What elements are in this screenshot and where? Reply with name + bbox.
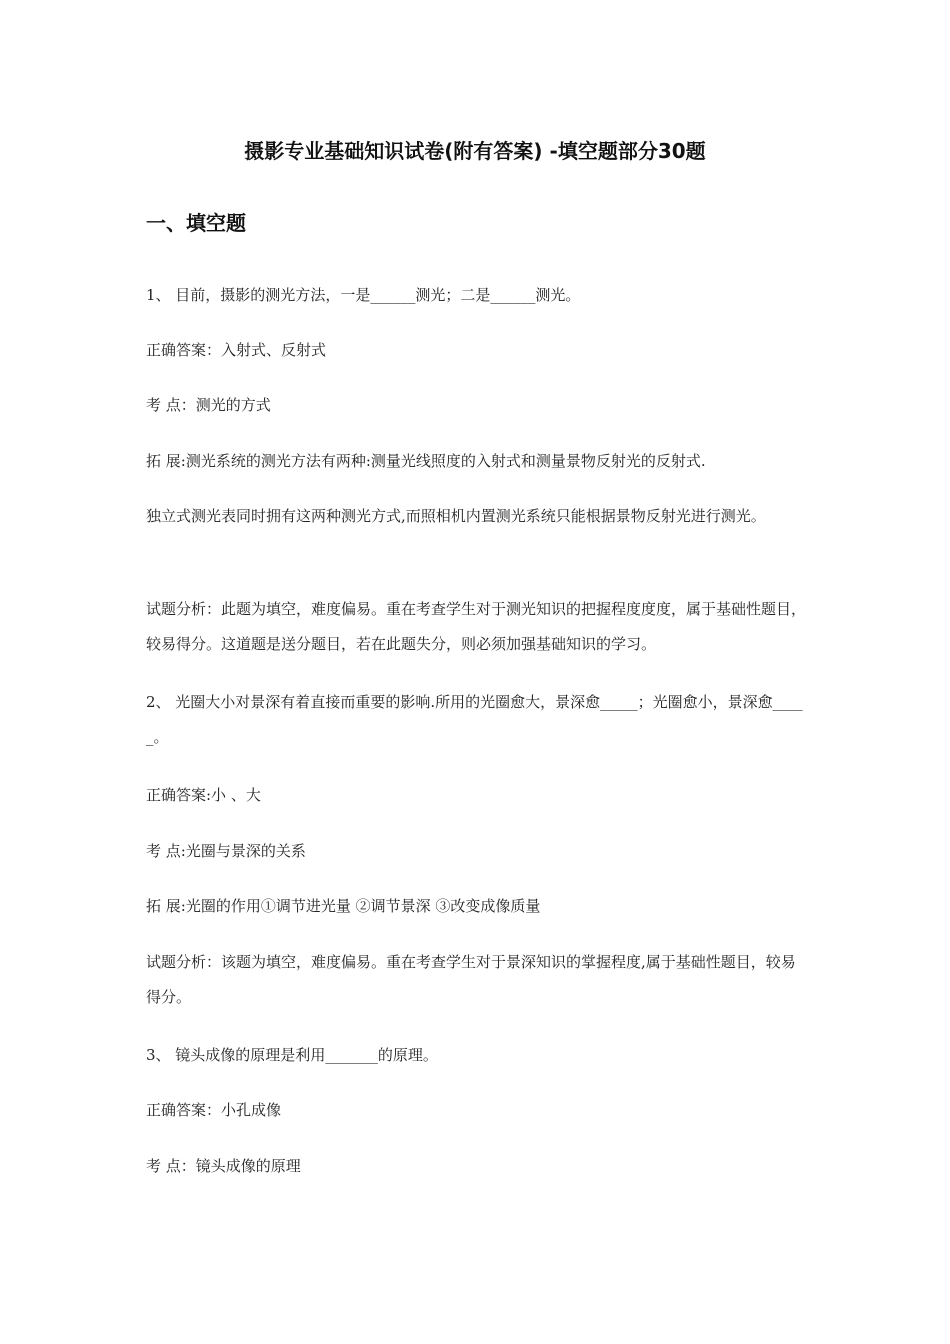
knowledge-point-2: 考 点:光圈与景深的关系 [146, 842, 306, 860]
knowledge-point-3: 考 点：镜头成像的原理 [146, 1157, 301, 1175]
document-title: 摄影专业基础知识试卷(附有答案) -填空题部分30题 [244, 139, 706, 163]
question-1: 1、 目前，摄影的测光方法，一是______测光；二是______测光。 [146, 286, 581, 304]
section-heading: 一、填空题 [146, 211, 246, 235]
extension-1-continued: 独立式测光表同时拥有这两种测光方式,而照相机内置测光系统只能根据景物反射光进行测光。 [146, 507, 766, 525]
analysis-1: 试题分析：此题为填空，难度偏易。重在考查学生对于测光知识的把握程度度度，属于基础性题目，较易得分。这道题是送分题目，若在此题失分，则必须加强基础知识的学习。 [146, 600, 807, 653]
answer-3: 正确答案：小孔成像 [146, 1101, 282, 1119]
extension-2: 拓 展:光圈的作用①调节进光量 ②调节景深 ③改变成像质量 [146, 897, 541, 915]
analysis-2: 试题分析：该题为填空，难度偏易。重在考查学生对于景深知识的掌握程度,属于基础性题目，较易得分。 [146, 953, 796, 1006]
knowledge-point-1: 考 点：测光的方式 [146, 396, 271, 414]
question-3: 3、 镜头成像的原理是利用_______的原理。 [146, 1046, 438, 1064]
answer-2: 正确答案:小 、大 [146, 786, 261, 804]
question-2: 2、 光圈大小对景深有着直接而重要的影响.所用的光圈愈大，景深愈_____；光圈愈小，景深愈_____。 [146, 693, 803, 746]
answer-1: 正确答案：入射式、反射式 [146, 341, 327, 359]
extension-1: 拓 展:测光系统的测光方法有两种:测量光线照度的入射式和测量景物反射光的反射式. [146, 452, 706, 470]
